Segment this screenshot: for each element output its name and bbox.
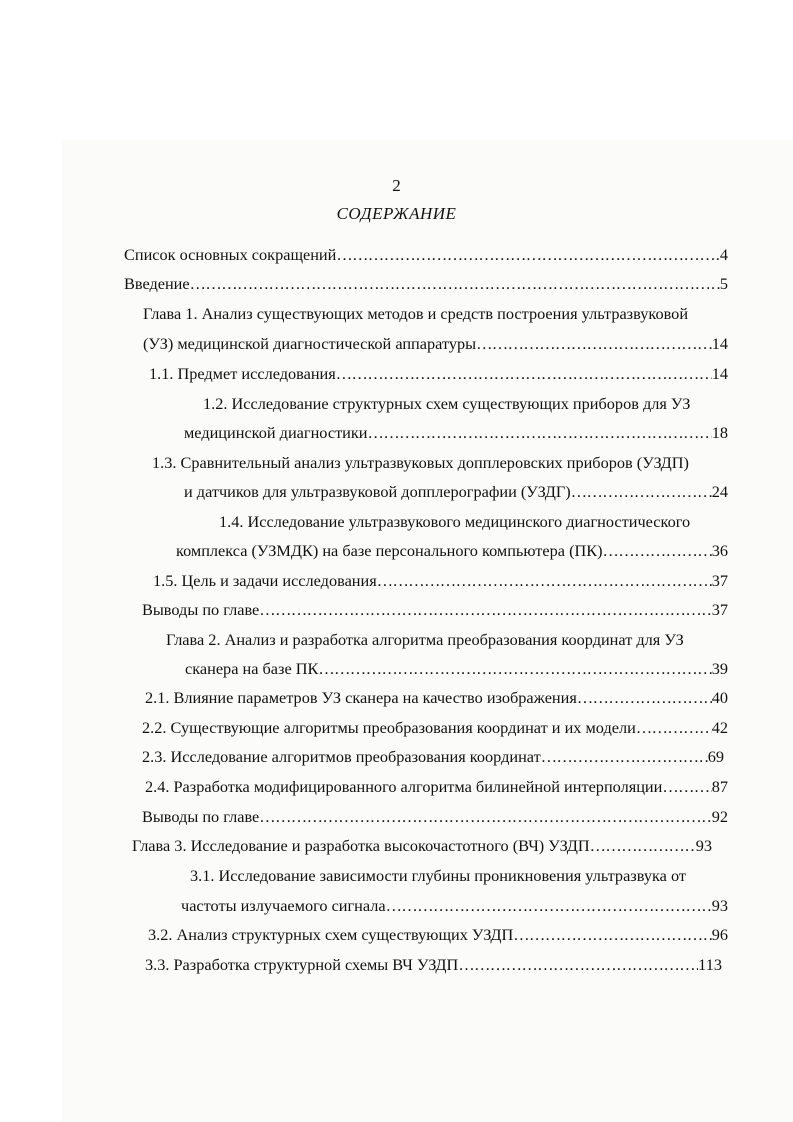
toc-entry-1-1: 1.1. Предмет исследования …………………………………………………………………………………………………………………………………………………… 14 bbox=[149, 362, 728, 386]
toc-entry-3-3: 3.3. Разработка структурной схемы ВЧ УЗДП …………………………………………………………………………………………………………………………………………………… 113 bbox=[145, 953, 722, 977]
leader-dots bbox=[636, 716, 712, 740]
leader-dots bbox=[259, 598, 711, 622]
toc-entry-3-2: 3.2. Анализ структурных схем существующих УЗДП …………………………………………………………………………………………………………………………………………………… 96 bbox=[148, 923, 728, 947]
toc-entry-abbreviations: Список основных сокращений …………………………………………………………………………………………………………………………………………………… 4 bbox=[124, 243, 728, 267]
leader-dots bbox=[318, 657, 711, 681]
toc-entry-chapter-1-line-1: Глава 1. Анализ существующих методов и средств построения ультразвуковой bbox=[143, 304, 689, 323]
leader-dots bbox=[590, 834, 696, 858]
toc-entry-chapter-1-line-2: (УЗ) медицинской диагностической аппаратуры …………………………………………………………………………………………………………………………………………………… 14 bbox=[143, 332, 728, 356]
toc-entry-introduction: Введение …………………………………………………………………………………………………………………………………………………… 5 bbox=[124, 272, 728, 296]
toc-entry-1-3-line-2: и датчиков для ультразвуковой допплерографии (УЗДГ) …………………………………………………………………………………………………………………………………………………… 24 bbox=[184, 480, 728, 504]
toc-entry-chapter-1-conclusions: Выводы по главе …………………………………………………………………………………………………………………………………………………… 37 bbox=[142, 598, 728, 622]
leader-dots bbox=[603, 539, 712, 563]
toc-title: СОДЕРЖАНИЕ bbox=[336, 204, 457, 223]
toc-entry-2-1: 2.1. Влияние параметров УЗ сканера на качество изображения …………………………………………………………………………………………………………………………………………………… 40 bbox=[145, 686, 728, 710]
leader-dots bbox=[541, 745, 708, 769]
toc-entry-2-4: 2.4. Разработка модифицированного алгоритма билинейной интерполяции …………………………………………………………………………………………………………………………………………………… 87 bbox=[145, 775, 728, 799]
leader-dots bbox=[368, 421, 712, 445]
leader-dots bbox=[513, 923, 711, 947]
toc-entry-3-1-line-1: 3.1. Исследование зависимости глубины проникновения ультразвука от bbox=[190, 866, 687, 885]
leader-dots bbox=[571, 480, 712, 504]
page-number: 2 bbox=[392, 176, 401, 195]
toc-entry-2-3: 2.3. Исследование алгоритмов преобразования координат …………………………………………………………………………………………………………………………………………………… 69 bbox=[142, 745, 724, 769]
toc-entry-chapter-2-line-1: Глава 2. Анализ и разработка алгоритма преобразования координат для УЗ bbox=[166, 630, 684, 649]
toc-entry-1-4-line-2: комплекса (УЗМДК) на базе персонального компьютера (ПК) …………………………………………………………………………………………………………………………………………………… 36 bbox=[176, 539, 728, 563]
toc-entry-1-4-line-1: 1.4. Исследование ультразвукового медицинского диагностического bbox=[219, 512, 691, 531]
scan-top-margin bbox=[0, 0, 793, 150]
toc-entry-1-2-line-2: медицинской диагностики …………………………………………………………………………………………………………………………………………………… 18 bbox=[184, 421, 728, 445]
leader-dots bbox=[190, 272, 720, 296]
leader-dots bbox=[577, 686, 712, 710]
toc-entry-chapter-2-line-2: сканера на базе ПК …………………………………………………………………………………………………………………………………………………… 39 bbox=[185, 657, 728, 681]
toc-entry-2-2: 2.2. Существующие алгоритмы преобразования координат и их модели …………………………………………………………………………………………………………………………………………………… 42 bbox=[142, 716, 728, 740]
leader-dots bbox=[377, 569, 712, 593]
leader-dots bbox=[458, 953, 698, 977]
leader-dots bbox=[476, 332, 712, 356]
leader-dots bbox=[336, 243, 720, 267]
toc-entry-1-5: 1.5. Цель и задачи исследования …………………………………………………………………………………………………………………………………………………… 37 bbox=[153, 569, 728, 593]
leader-dots bbox=[662, 775, 711, 799]
toc-entry-1-2-line-1: 1.2. Исследование структурных схем существующих приборов для УЗ bbox=[203, 394, 691, 413]
leader-dots bbox=[336, 362, 712, 386]
toc-entry-chapter-3: Глава 3. Исследование и разработка высокочастотного (ВЧ) УЗДП …………………………………………………………………………………………………………………………………………………… 93 bbox=[132, 834, 712, 858]
toc-entry-1-3-line-1: 1.3. Сравнительный анализ ультразвуковых допплеровских приборов (УЗДП) bbox=[152, 453, 689, 472]
leader-dots bbox=[259, 805, 711, 829]
toc-entry-chapter-2-conclusions: Выводы по главе …………………………………………………………………………………………………………………………………………………… 92 bbox=[142, 805, 728, 829]
leader-dots bbox=[386, 894, 712, 918]
toc-entry-3-1-line-2: частоты излучаемого сигнала …………………………………………………………………………………………………………………………………………………… 93 bbox=[181, 894, 728, 918]
